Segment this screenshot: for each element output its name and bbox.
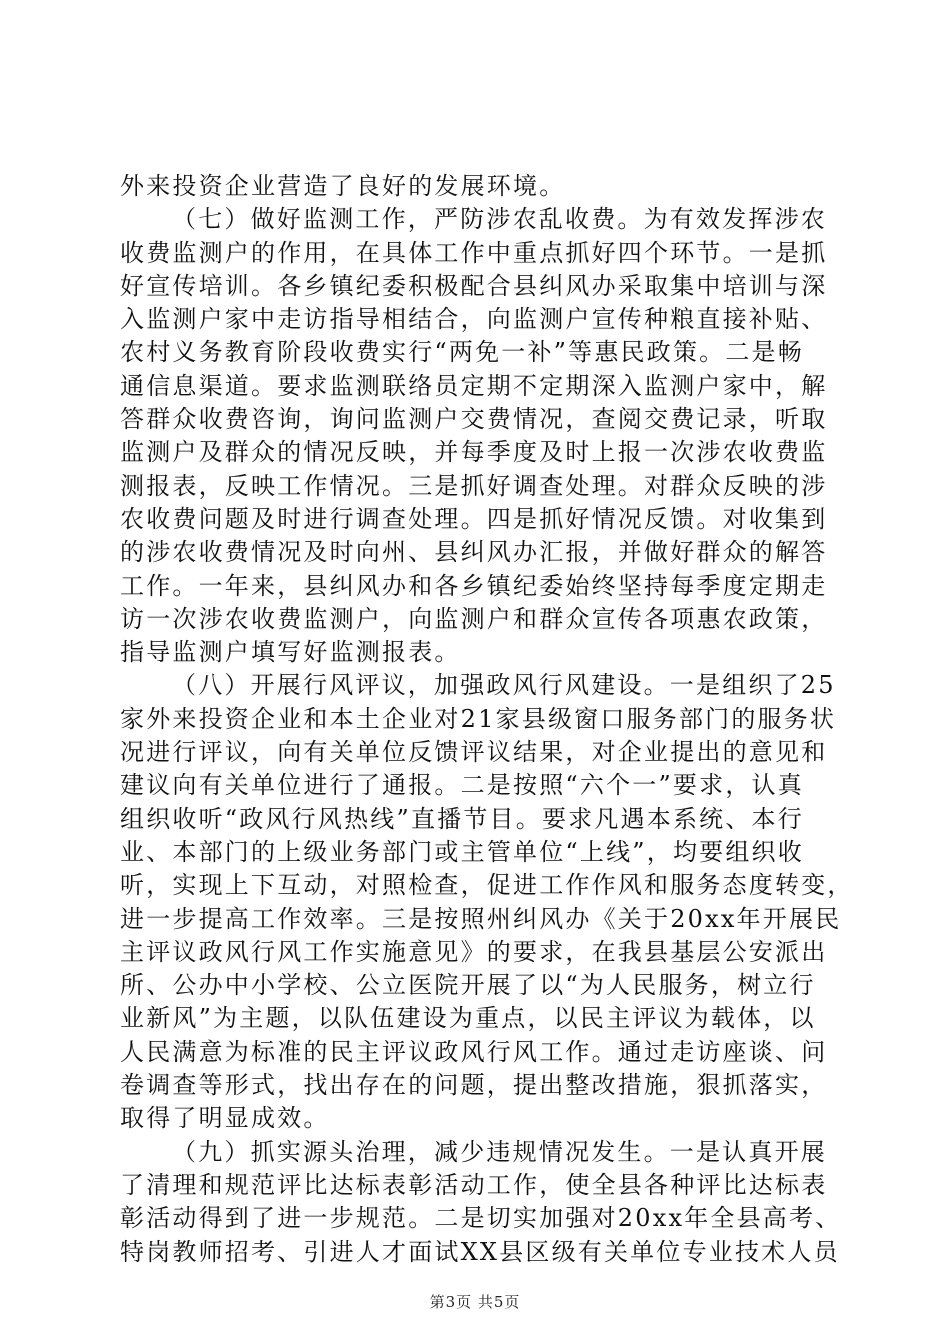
text-line: 主评议政风行风工作实施意见》的要求，在我县基层公安派出 [120, 937, 828, 966]
text-line: 况进行评议，向有关单位反馈评议结果，对企业提出的意见和 [120, 738, 828, 767]
text-line: 农村义务教育阶段收费实行“两免一补”等惠民政策。二是畅 [120, 338, 804, 367]
text-line: 外来投资企业营造了良好的发展环境。 [120, 172, 566, 200]
text-line: 彰活动得到了进一步规范。二是切实加强对20xx年全县高考、 [120, 1204, 842, 1233]
text-line: 答群众收费咨询，询问监测户交费情况，查阅交费记录，听取 [120, 405, 828, 434]
text-line: 建议向有关单位进行了通报。二是按照“六个一”要求，认真 [120, 771, 804, 800]
text-line: 组织收听“政风行风热线”直播节目。要求凡遇本系统、本行 [120, 804, 804, 833]
document-body [120, 170, 854, 1269]
text-line: 人民满意为标准的民主评议政风行风工作。通过走访座谈、问 [120, 1037, 828, 1066]
page-footer: 第3页 共5页 [429, 1293, 521, 1311]
text-line: 指导监测户填写好监测报表。 [120, 638, 461, 667]
text-line: 特岗教师招考、引进人才面试XX县区级有关单位专业技术人员 [120, 1237, 840, 1266]
text-line: 家外来投资企业和本土企业对21家县级窗口服务部门的服务状 [120, 704, 837, 733]
text-line: （八）开展行风评议，加强政风行风建设。一是组织了25 [172, 671, 836, 700]
text-line: 测报表，反映工作情况。三是抓好调查处理。对群众反映的涉 [120, 471, 828, 500]
text-line: 访一次涉农收费监测户，向监测户和群众宣传各项惠农政策， [120, 604, 828, 633]
text-line: 的涉农收费情况及时向州、县纠风办汇报，并做好群众的解答 [120, 538, 828, 567]
text-line: 所、公办中小学校、公立医院开展了以“为人民服务，树立行 [120, 971, 816, 1000]
text-line: 工作。一年来，县纠风办和各乡镇纪委始终坚持每季度定期走 [120, 571, 828, 600]
text-line: 入监测户家中走访指导相结合，向监测户宣传种粮直接补贴、 [120, 305, 828, 334]
text-line: 通信息渠道。要求监测联络员定期不定期深入监测户家中，解 [120, 371, 828, 400]
text-line: 业新风”为主题，以队伍建设为重点，以民主评议为载体，以 [120, 1004, 816, 1033]
text-line: 收费监测户的作用，在具体工作中重点抓好四个环节。一是抓 [120, 238, 828, 267]
text-line: （九）抓实源头治理，减少违规情况发生。一是认真开展 [172, 1137, 827, 1166]
text-line: 好宣传培训。各乡镇纪委积极配合县纠风办采取集中培训与深 [120, 271, 828, 300]
text-line: 取得了明显成效。 [120, 1104, 330, 1133]
text-line: 业、本部门的上级业务部门或主管单位“上线”，均要组织收 [120, 837, 804, 866]
text-line: 了清理和规范评比达标表彰活动工作，使全县各种评比达标表 [120, 1170, 828, 1199]
text-line: 卷调查等形式，找出存在的问题，提出整改措施，狠抓落实， [120, 1071, 828, 1100]
text-line: 听，实现上下互动，对照检查，促进工作作风和服务态度转变， [120, 871, 854, 900]
text-line: 进一步提高工作效率。三是按照州纠风办《关于20xx年开展民 [120, 904, 842, 933]
text-line: 监测户及群众的情况反映，并每季度及时上报一次涉农收费监 [120, 438, 828, 467]
text-line: 农收费问题及时进行调查处理。四是抓好情况反馈。对收集到 [120, 504, 828, 533]
text-line: （七）做好监测工作，严防涉农乱收费。为有效发挥涉农 [172, 205, 827, 234]
